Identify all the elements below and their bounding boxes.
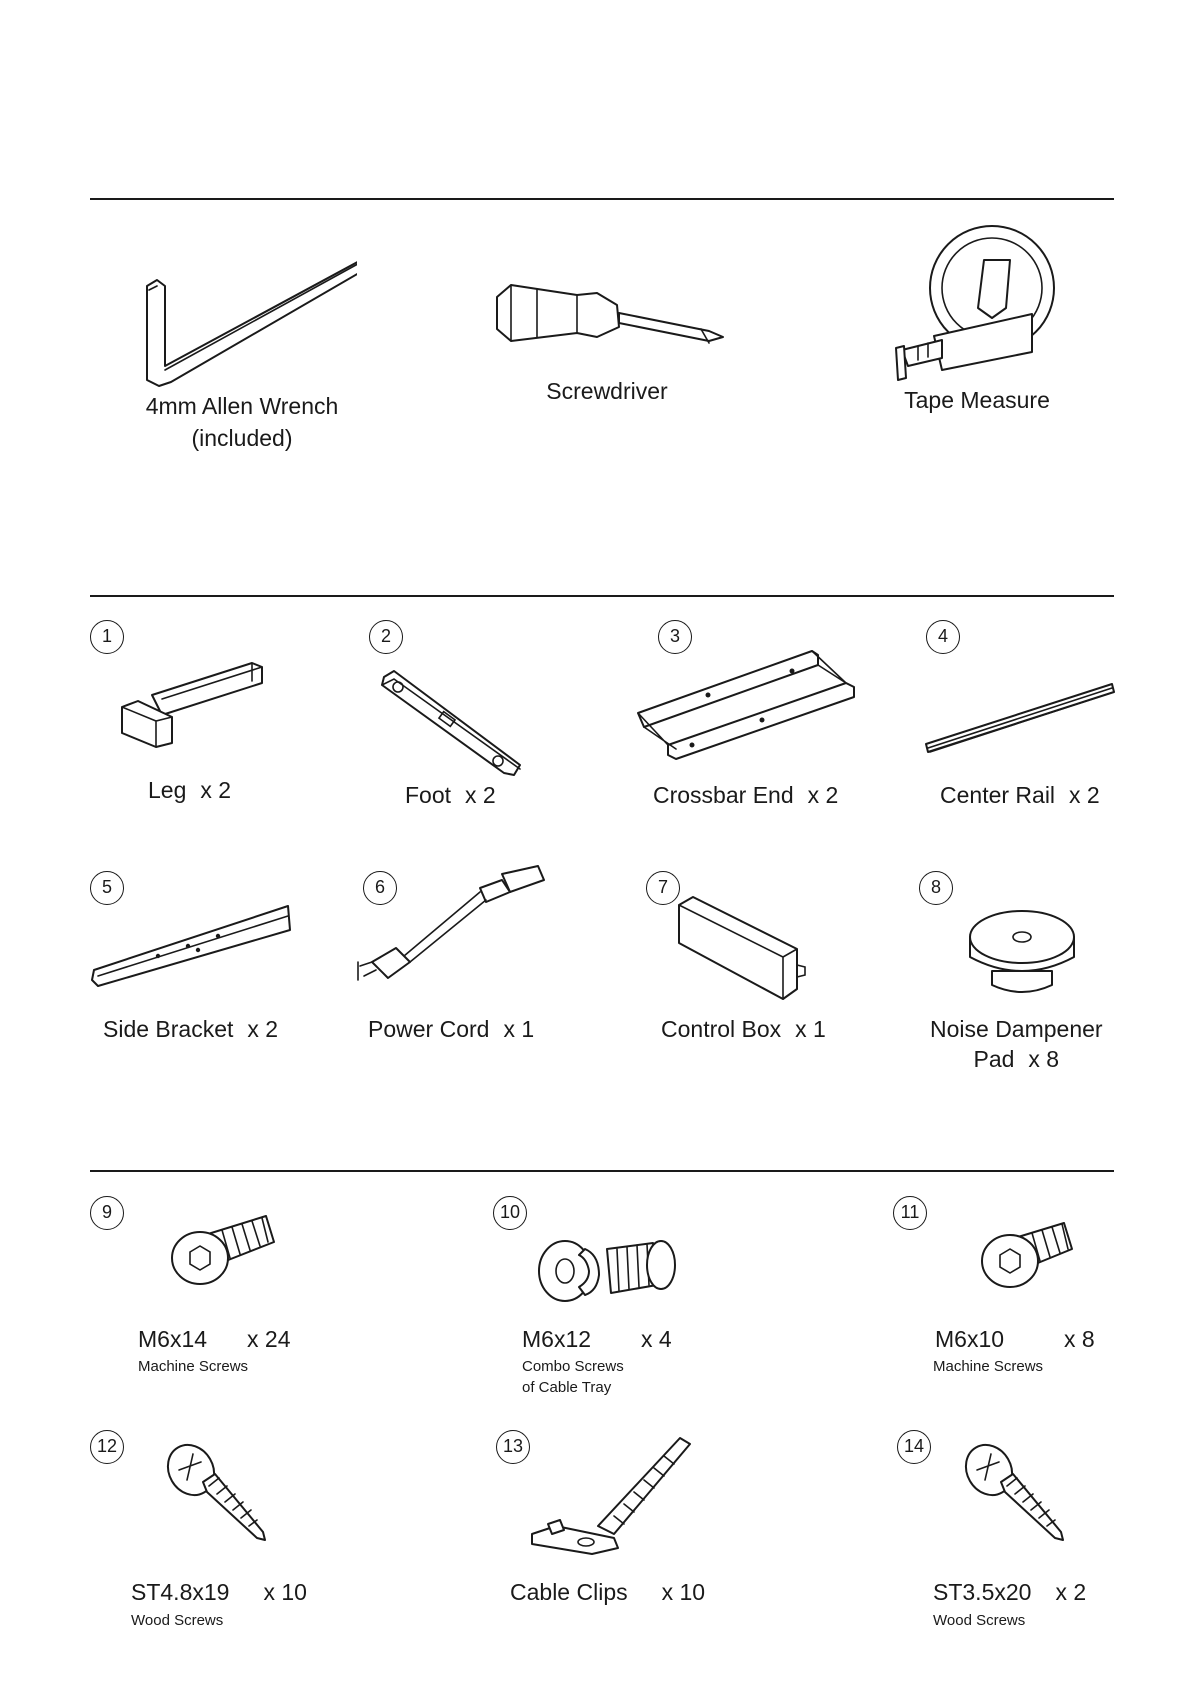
hw-desc-11: Machine Screws — [933, 1358, 1044, 1375]
part-qty: x 2 — [200, 777, 232, 803]
screwdriver-icon — [477, 265, 737, 375]
part-number-8: 8 — [919, 871, 953, 905]
part-number-2: 2 — [369, 620, 403, 654]
combo-screw-m6x12-icon — [535, 1225, 685, 1310]
part-name: Noise Dampener — [930, 1016, 1103, 1042]
part-qty: x 8 — [1028, 1046, 1060, 1072]
tool-screwdriver — [447, 265, 767, 407]
tool-tape-measure — [817, 218, 1137, 416]
side-bracket-icon — [88, 900, 298, 992]
control-box-icon — [675, 895, 815, 1005]
hw-desc-9: Machine Screws — [138, 1358, 249, 1375]
tool-label: Screwdriver — [546, 378, 668, 404]
machine-screw-m6x10-icon — [978, 1215, 1078, 1295]
part-name-2: Pad — [973, 1046, 1015, 1072]
part-name: Crossbar End — [653, 782, 794, 808]
part-name: Power Cord — [368, 1016, 490, 1042]
hw-qty: x 4 — [641, 1326, 672, 1352]
part-name: Foot — [405, 782, 452, 808]
tool-allen-wrench — [82, 250, 402, 454]
wood-screw-st3-5x20-icon — [963, 1440, 1073, 1550]
part-name: Leg — [148, 777, 187, 803]
part-label-noise-dampener — [930, 1014, 1103, 1074]
machine-screw-m6x14-icon — [168, 1212, 278, 1292]
center-rail-icon — [920, 680, 1120, 760]
part-qty: x 2 — [807, 782, 839, 808]
part-qty: x 2 — [465, 782, 496, 808]
part-name-line2 — [930, 1044, 1103, 1074]
part-qty: x 2 — [1069, 782, 1100, 808]
part-label-foot — [405, 782, 496, 809]
hw-desc-10: Combo Screws — [522, 1358, 624, 1375]
tool-label: 4mm Allen Wrench — [145, 393, 339, 419]
part-label-power-cord — [368, 1016, 534, 1043]
hw-desc-10-line2: of Cable Tray — [522, 1379, 612, 1396]
hw-label-14 — [933, 1579, 1086, 1606]
hw-qty: x 2 — [1055, 1579, 1087, 1605]
part-number-3: 3 — [658, 620, 692, 654]
wood-screw-st4-8x19-icon — [165, 1440, 275, 1550]
hw-qty: x 10 — [263, 1579, 307, 1605]
part-label-leg — [148, 777, 231, 804]
divider-parts — [90, 595, 1114, 597]
part-number-5: 5 — [90, 871, 124, 905]
part-qty: x 2 — [247, 1016, 279, 1042]
hw-qty: x 8 — [1064, 1326, 1095, 1352]
allen-wrench-icon — [127, 250, 357, 390]
part-number-14: 14 — [897, 1430, 931, 1464]
part-number-13: 13 — [496, 1430, 530, 1464]
power-cord-icon — [352, 862, 552, 997]
hw-label-13 — [510, 1579, 705, 1606]
part-label-center-rail — [940, 782, 1100, 809]
noise-dampener-pad-icon — [962, 905, 1082, 1000]
hw-name: Cable Clips — [510, 1579, 628, 1605]
part-number-12: 12 — [90, 1430, 124, 1464]
crossbar-end-icon — [632, 645, 862, 760]
hw-name: M6x10 — [935, 1326, 1005, 1352]
leg-icon — [112, 655, 272, 755]
part-label-control-box — [661, 1016, 826, 1043]
part-number-4: 4 — [926, 620, 960, 654]
hw-desc-12: Wood Screws — [131, 1612, 224, 1629]
part-number-7: 7 — [646, 871, 680, 905]
hw-qty: x 24 — [247, 1326, 291, 1352]
tool-label: Tape Measure — [904, 387, 1050, 413]
hw-label-11 — [935, 1326, 1095, 1353]
cable-clip-icon — [528, 1430, 698, 1555]
hw-label-12 — [131, 1579, 307, 1606]
hw-name: ST4.8x19 — [131, 1579, 230, 1605]
part-label-crossbar-end — [653, 782, 838, 809]
hw-label-9 — [138, 1326, 291, 1353]
hw-name: ST3.5x20 — [933, 1579, 1032, 1605]
part-number-9: 9 — [90, 1196, 124, 1230]
part-number-10: 10 — [493, 1196, 527, 1230]
part-name: Side Bracket — [103, 1016, 234, 1042]
part-number-11: 11 — [893, 1196, 927, 1230]
tool-note: (included) — [191, 425, 293, 451]
part-label-side-bracket — [103, 1016, 278, 1043]
divider-top — [90, 198, 1114, 200]
hw-qty: x 10 — [661, 1579, 706, 1605]
hw-name: M6x12 — [522, 1326, 592, 1352]
part-qty: x 1 — [503, 1016, 535, 1042]
part-qty: x 1 — [795, 1016, 826, 1042]
part-name: Center Rail — [940, 782, 1056, 808]
part-number-1: 1 — [90, 620, 124, 654]
hw-label-10 — [522, 1326, 672, 1353]
hw-name: M6x14 — [138, 1326, 208, 1352]
part-name: Control Box — [661, 1016, 782, 1042]
divider-hardware — [90, 1170, 1114, 1172]
part-number-6: 6 — [363, 871, 397, 905]
hw-desc-14: Wood Screws — [933, 1612, 1026, 1629]
foot-icon — [380, 665, 530, 780]
tape-measure-icon — [882, 218, 1072, 388]
